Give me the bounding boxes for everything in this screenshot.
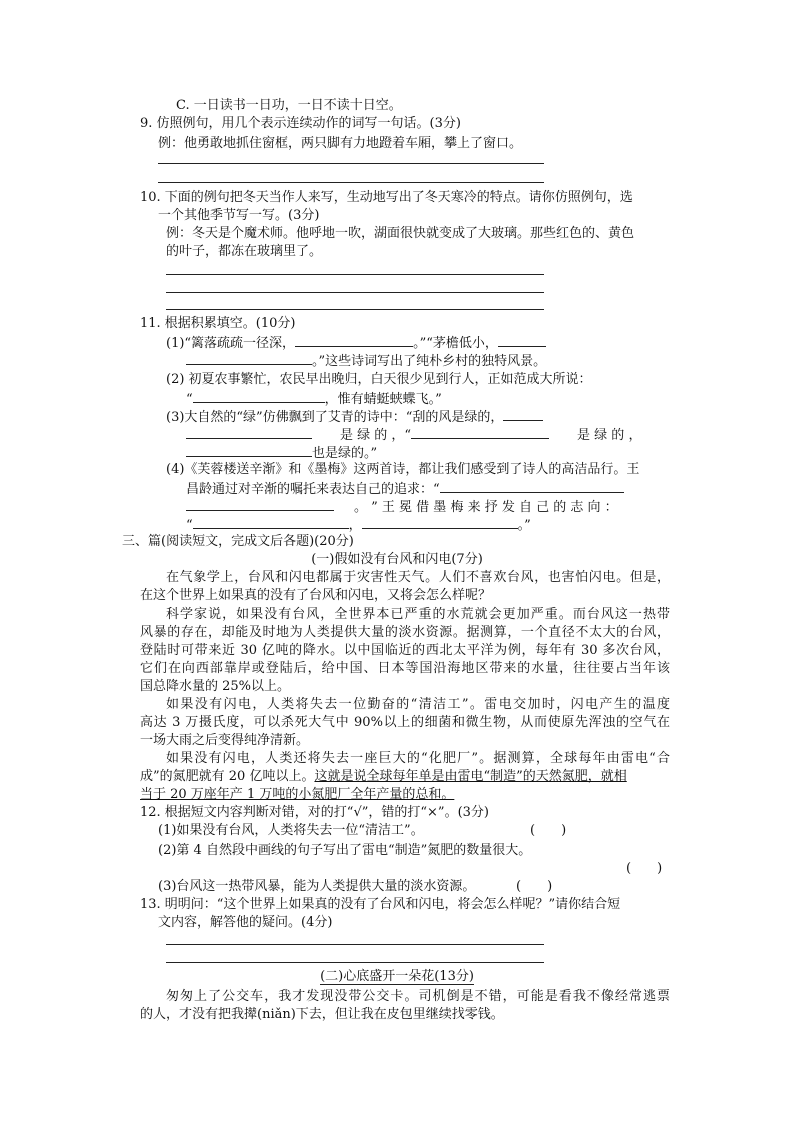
q11-blank-3[interactable] bbox=[186, 352, 312, 365]
q11-blank-5[interactable] bbox=[503, 408, 543, 421]
q11-part4-line3 bbox=[186, 498, 618, 516]
q11-part1-c: 。”这些诗词写出了纯朴乡村的独特风景。 bbox=[312, 354, 547, 369]
q11-blank-8[interactable] bbox=[186, 444, 312, 457]
passage1-line: 如果没有闪电，人类还将失去一座巨大的“化肥厂”。据测算，全球每年由雷电“合 bbox=[166, 751, 670, 766]
q10-stem-1: 10. 下面的例句把冬天当作人来写，生动地写出了冬天寒冷的特点。请你仿照例句，选 bbox=[140, 190, 633, 205]
q10-example-2: 的叶子，都冻在玻璃里了。 bbox=[166, 244, 323, 259]
q13-answer-line-2[interactable] bbox=[166, 962, 544, 963]
q10-answer-line-3[interactable] bbox=[166, 309, 544, 310]
passage1-title: (一)假如没有台风和闪电(7分) bbox=[311, 552, 483, 567]
passage1-line: 科学家说，如果没有台风，全世界本已严重的水荒就会更加严重。而台风这一热带 bbox=[166, 607, 670, 622]
q12-item-3: (3)台风这一热带风暴，能为人类提供大量的淡水资源。 bbox=[158, 879, 476, 894]
q13-stem-1: 13. 明明问：“这个世界上如果真的没有了台风和闪电，将会怎么样呢？”请你结合短 bbox=[140, 897, 621, 912]
q11-part1-b: 。”“茅檐低小， bbox=[413, 336, 498, 351]
q11-part3-c: 是 绿 的 ， bbox=[577, 428, 642, 443]
q11-blank-7[interactable] bbox=[411, 426, 549, 439]
passage2-line-2: 的人，才没有把我撵(niǎn)下去，但让我在皮包里继续找零钱。 bbox=[140, 1007, 504, 1022]
passage2-title-text: (二)心底盛开一朵花(13分) bbox=[320, 969, 474, 984]
q11-blank-6[interactable] bbox=[186, 426, 312, 439]
q11-part4-line4 bbox=[186, 516, 531, 534]
q11-part1-line1 bbox=[166, 334, 546, 352]
passage1-line: 在气象学上，台风和闪电都属于灾害性天气。人们不喜欢台风，也害怕闪电。但是， bbox=[166, 570, 670, 585]
passage2-line-1: 匆匆上了公交车，我才发现没带公交卡。司机倒是不错，可能是看我不像经常逃票 bbox=[166, 989, 670, 1004]
q10-example-1: 例：冬天是个魔术师。他呼地一吹，湖面很快就变成了大玻璃。那些红色的、黄色 bbox=[166, 226, 635, 241]
q11-part4-comma: ， bbox=[348, 518, 362, 533]
section3-heading: 三、篇(阅读短文，完成文后各题)(20分) bbox=[122, 534, 354, 549]
passage1-line: 一场大雨之后变得纯净清新。 bbox=[140, 733, 310, 748]
q11-part2-line1: (2) 初夏农事繁忙，农民早出晚归，白天很少见到行人，正如范成大所说： bbox=[166, 372, 592, 387]
q11-blank-12[interactable] bbox=[362, 516, 518, 529]
q12-stem: 12. 根据短文内容判断对错，对的打“√”，错的打“×”。(3分) bbox=[140, 805, 489, 820]
q8-option-c: C. 一日读书一日功，一日不读十日空。 bbox=[176, 98, 402, 113]
passage1-line: 国总降水量的 25%以上。 bbox=[140, 679, 291, 694]
q11-blank-11[interactable] bbox=[193, 516, 349, 529]
q10-answer-line-2[interactable] bbox=[166, 292, 544, 293]
q11-blank-9[interactable] bbox=[440, 480, 624, 493]
q11-part4-end: 。” bbox=[517, 518, 531, 533]
q9-answer-line-1[interactable] bbox=[158, 163, 544, 164]
q12-answer-paren-3[interactable]: ( ) bbox=[516, 879, 553, 894]
q11-stem: 11. 根据积累填空。(10分) bbox=[140, 316, 296, 331]
q11-blank-2[interactable] bbox=[498, 334, 546, 347]
q13-stem-2: 文内容，解答他的疑问。(4分) bbox=[158, 915, 333, 930]
passage2-title bbox=[122, 969, 672, 985]
passage1-line: 风暴的存在，却能及时地为人类提供大量的淡水资源。据测算，一个直径不太大的台风， bbox=[140, 625, 670, 640]
q11-part1-line2 bbox=[186, 352, 546, 370]
q11-part4-b: 昌龄通过对辛渐的嘱托来表达自己的追求：“ bbox=[186, 482, 440, 497]
passage1-line: 登陆时可带来近 30 亿吨的降水。以中国临近的西北太平洋为例，每年有 30 多次台风， bbox=[140, 643, 670, 658]
q12-answer-paren-1[interactable]: ( ) bbox=[530, 823, 567, 838]
q11-part4-c: 。 ” 王 冕 借 墨 梅 来 抒 发 自 己 的 志 向 ： bbox=[354, 500, 618, 515]
q11-part2-line2 bbox=[186, 390, 442, 408]
q11-part4-line2 bbox=[186, 480, 624, 498]
passage1-line: 高达 3 万摄氏度，可以杀死大气中 90%以上的细菌和微生物，从而使原先浑浊的空气在 bbox=[140, 715, 670, 730]
q11-part2-quote: “ bbox=[186, 392, 193, 407]
passage1-line-text: 成”的氮肥就有 20 亿吨以上。 bbox=[140, 769, 315, 784]
q11-part3-b: 是 绿 的 ，“ bbox=[340, 428, 412, 443]
passage1-line bbox=[140, 769, 627, 785]
q11-blank-10[interactable] bbox=[186, 498, 334, 511]
q11-part4-line1: (4)《芙蓉楼送辛渐》和《墨梅》这两首诗，都让我们感受到了诗人的高洁品行。王 bbox=[166, 462, 640, 477]
passage1-line: 如果没有闪电，人类将失去一位勤奋的“清洁工”。雷电交加时，闪电产生的温度 bbox=[166, 697, 670, 712]
q9-answer-line-2[interactable] bbox=[158, 182, 544, 183]
passage1-line: 在这个世界上如果真的没有了台风和闪电，又将会怎么样呢？ bbox=[140, 588, 492, 603]
q11-part3-a: (3)大自然的“绿”仿佛飘到了艾青的诗中：“刮的风是绿的， bbox=[166, 410, 504, 425]
q11-part2-c: ，惟有蜻蜓蛱蝶飞。” bbox=[324, 392, 442, 407]
q12-item-2: (2)第 4 自然段中画线的句子写出了雷电“制造”氮肥的数量很大。 bbox=[158, 843, 532, 858]
q9-stem: 9. 仿照例句，用几个表示连续动作的词写一句话。(3分) bbox=[140, 116, 461, 131]
q12-answer-paren-2[interactable]: ( ) bbox=[626, 861, 663, 876]
q11-part3-line2 bbox=[186, 426, 641, 444]
q11-part3-line3 bbox=[186, 444, 377, 462]
q11-part3-line1 bbox=[166, 408, 543, 426]
q10-stem-2: 一个其他季节写一写。(3分) bbox=[158, 208, 320, 223]
q9-example: 例：他勇敢地抓住窗框，两只脚有力地蹬着车厢，攀上了窗口。 bbox=[158, 136, 523, 151]
q11-part4-quote: “ bbox=[186, 518, 193, 533]
q11-blank-4[interactable] bbox=[193, 390, 325, 403]
q10-answer-line-1[interactable] bbox=[166, 274, 544, 275]
passage1-underlined-sentence-end: 当于 20 万座年产 1 万吨的小氮肥厂全年产量的总和。 bbox=[140, 787, 455, 802]
passage1-line: 它们在向西部靠岸或登陆后，给中国、日本等国沿海地区带来的水量，往往要占当年该 bbox=[140, 661, 670, 676]
q11-blank-1[interactable] bbox=[295, 334, 413, 347]
q11-part3-d: 也是绿的。” bbox=[312, 446, 378, 461]
q12-item-1: (1)如果没有台风，人类将失去一位“清洁工”。 bbox=[158, 823, 424, 838]
q11-part1-a: (1)“篱落疏疏一径深， bbox=[166, 336, 296, 351]
passage1-underlined-sentence: 这就是说全球每年单是由雷电“制造”的天然氮肥，就相 bbox=[314, 769, 627, 784]
q13-answer-line-1[interactable] bbox=[166, 944, 544, 945]
